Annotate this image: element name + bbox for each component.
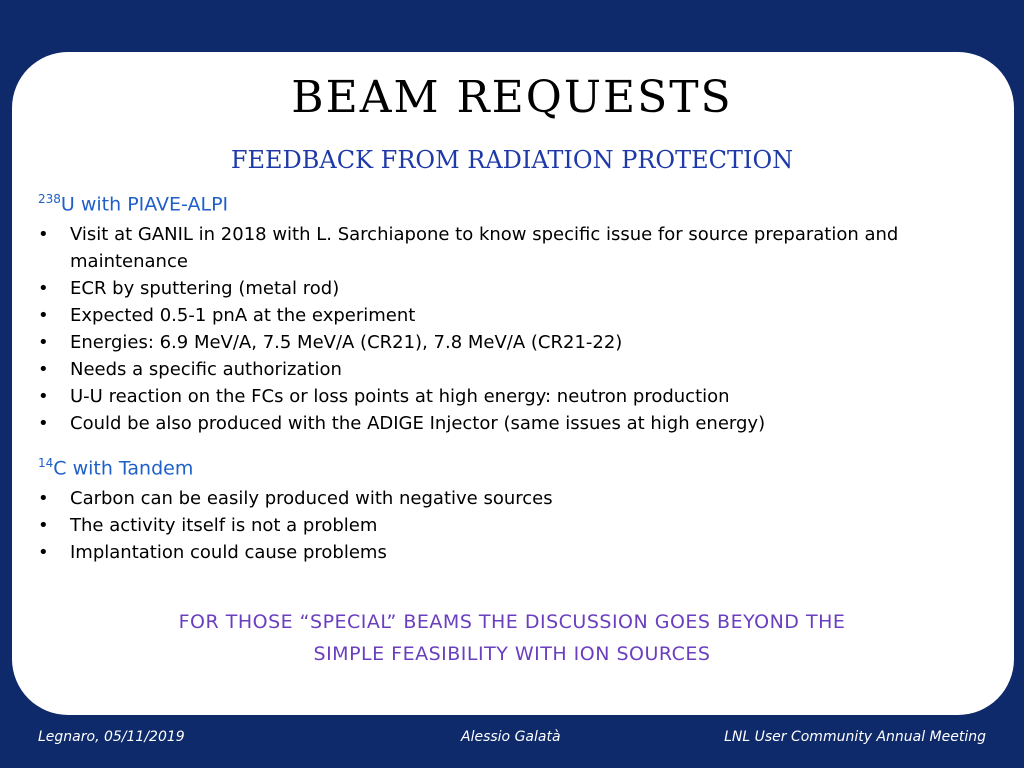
conclusion-highlight	[60, 606, 964, 670]
section-heading-uranium	[38, 192, 228, 215]
list-item: • Carbon can be easily produced with negative sources	[38, 485, 988, 512]
list-item: • U-U reaction on the FCs or loss points at high energy: neutron production	[38, 383, 988, 410]
slide-title: BEAM REQUESTS	[291, 72, 733, 123]
isotope-mass-number: 238	[38, 192, 61, 206]
section-heading-text: C with Tandem	[53, 457, 194, 480]
section-heading-carbon	[38, 456, 193, 479]
uranium-bullet-list	[38, 221, 988, 437]
section-heading-text: U with PIAVE-ALPI	[60, 193, 229, 216]
footer-date-location: Legnaro, 05/11/2019	[38, 729, 185, 745]
carbon-bullet-list	[38, 485, 988, 566]
footer-event: LNL User Community Annual Meeting	[724, 729, 986, 745]
isotope-mass-number: 14	[38, 456, 54, 470]
list-item: • Energies: 6.9 MeV/A, 7.5 MeV/A (CR21), 7.8 MeV/A (CR21-22)	[38, 329, 988, 356]
footer-author: Alessio Galatà	[461, 729, 561, 745]
list-item: • ECR by sputtering (metal rod)	[38, 275, 988, 302]
list-item: • Expected 0.5-1 pnA at the experiment	[38, 302, 988, 329]
list-item: • Needs a specific authorization	[38, 356, 988, 383]
conclusion-line: SIMPLE FEASIBILITY WITH ION SOURCES	[313, 643, 711, 665]
list-item: • Implantation could cause problems	[38, 539, 988, 566]
conclusion-line: FOR THOSE “SPECIAL” BEAMS THE DISCUSSION GOES BEYOND THE	[178, 611, 846, 633]
list-item: • The activity itself is not a problem	[38, 512, 988, 539]
slide-subtitle: FEEDBACK FROM RADIATION PROTECTION	[230, 146, 794, 174]
list-item: • Could be also produced with the ADIGE Injector (same issues at high energy)	[38, 410, 988, 437]
list-item: • Visit at GANIL in 2018 with L. Sarchiapone to know specific issue for source preparation and maintenance	[38, 221, 988, 275]
